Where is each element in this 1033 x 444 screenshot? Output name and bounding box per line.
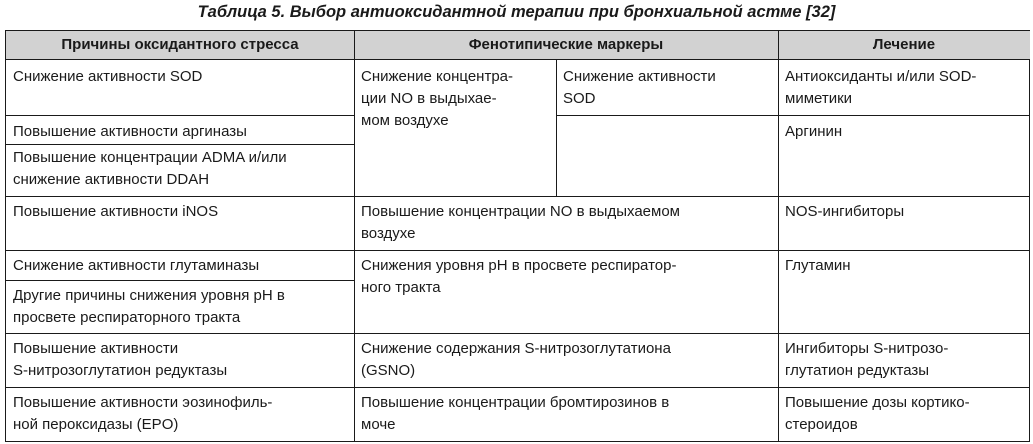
marker-cell: Снижение содержания S-нитрозоглутатиона (GSNO)	[361, 340, 671, 379]
divider	[556, 115, 1030, 116]
treatment-cell: Аргинин	[785, 123, 843, 140]
marker-cell: Повышение концентрации бромтирозинов в моче	[361, 394, 670, 433]
cause-cell: Повышение активности S-нитрозоглутатион редуктазы	[13, 340, 228, 379]
cause-cell: Снижение активности глутаминазы	[13, 257, 260, 274]
cause-cell: Повышение активности эозинофиль- ной пероксидазы (EPO)	[13, 394, 273, 433]
header-causes: Причины оксидантного стресса	[6, 31, 354, 60]
divider	[6, 115, 354, 116]
table-caption: Таблица 5. Выбор антиоксидантной терапии при бронхиальной астме [32]	[197, 3, 836, 21]
header-markers: Фенотипические маркеры	[354, 31, 778, 60]
divider	[6, 59, 1030, 60]
divider	[6, 250, 1030, 251]
cause-cell: Снижение активности SOD	[13, 68, 203, 85]
divider	[6, 387, 1030, 388]
cause-cell: Другие причины снижения уровня pH в просвете респираторного тракта	[13, 287, 285, 326]
marker-cell: Снижения уровня pH в просвете респиратор- ного тракта	[361, 257, 677, 296]
treatment-cell: Глутамин	[785, 257, 851, 274]
treatment-cell: NOS-ингибиторы	[785, 203, 905, 220]
divider	[556, 60, 557, 196]
divider	[778, 31, 779, 441]
divider	[6, 144, 354, 145]
treatment-cell: Повышение дозы кортико- стероидов	[785, 394, 970, 433]
marker-cell: Повышение концентрации NO в выдыхаемом воздухе	[361, 203, 680, 242]
divider	[6, 196, 1030, 197]
divider	[6, 333, 1030, 334]
cause-cell: Повышение концентрации ADMA и/или снижение активности DDAH	[13, 149, 287, 188]
cause-cell: Повышение активности iNOS	[13, 203, 219, 220]
cause-cell: Повышение активности аргиназы	[13, 123, 247, 140]
header-treatment: Лечение	[778, 31, 1030, 60]
therapy-table	[5, 30, 1030, 442]
marker-cell: Снижение активности SOD	[563, 68, 716, 107]
divider	[6, 280, 354, 281]
treatment-cell: Ингибиторы S-нитрозо- глутатион редуктазы	[785, 340, 949, 379]
marker-cell: Снижение концентра- ции NO в выдыхае- мом воздухе	[361, 68, 513, 129]
divider	[354, 31, 355, 441]
treatment-cell: Антиоксиданты и/или SOD- миметики	[785, 68, 977, 107]
